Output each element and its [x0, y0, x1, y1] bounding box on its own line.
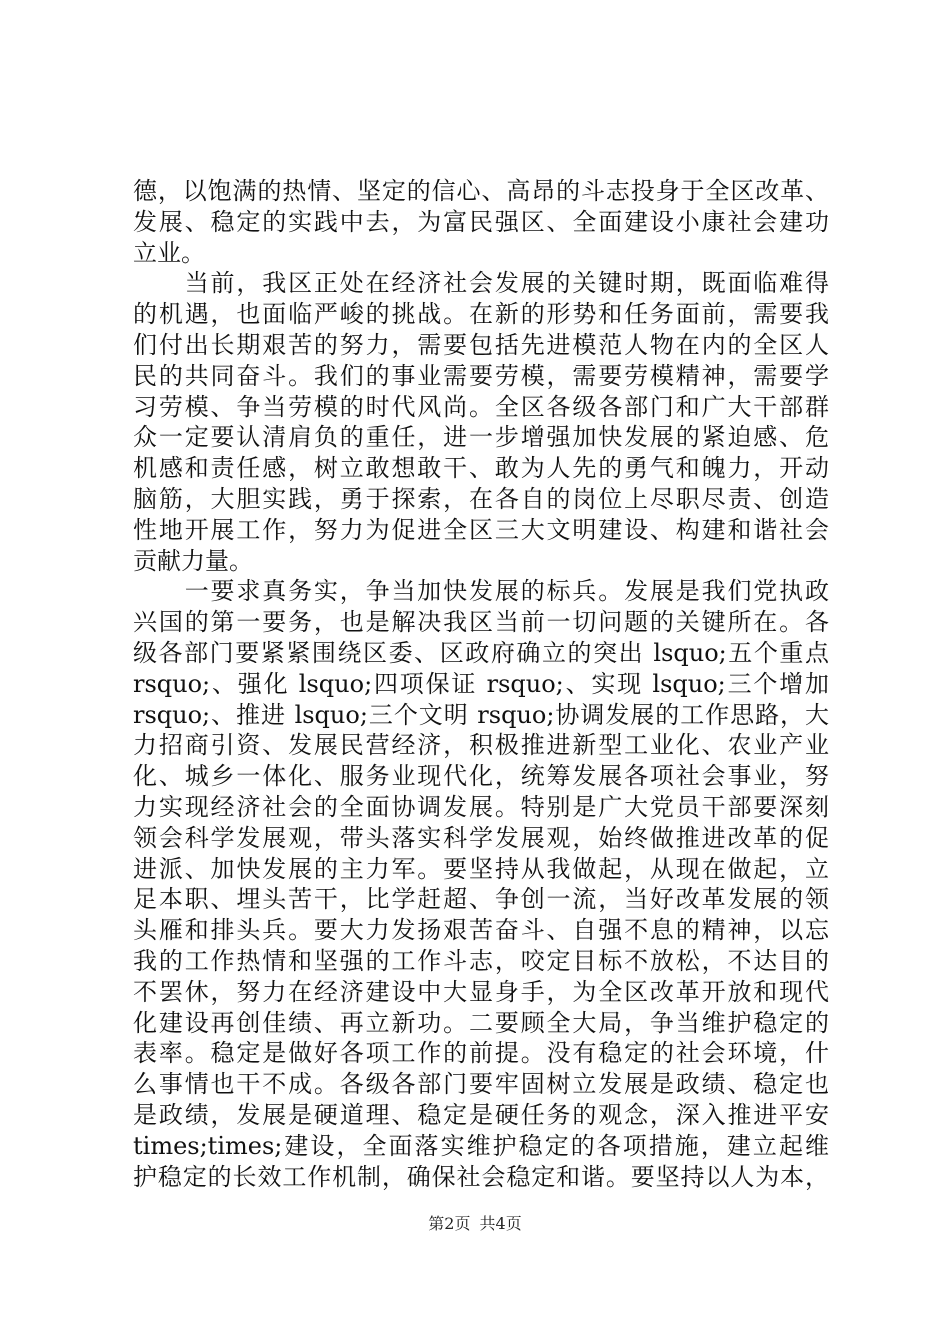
text-line: 化、城乡一体化、服务业现代化，统筹发展各项社会事业，努	[133, 762, 829, 791]
text-line: 化建设再创佳绩、再立新功。二要顾全大局，争当维护稳定的	[133, 1008, 829, 1037]
text-line: times;times;建设，全面落实维护稳定的各项措施，建立起维	[133, 1131, 829, 1160]
text-line: 我的工作热情和坚强的工作斗志，咬定目标不放松，不达目的	[133, 946, 829, 975]
text-line: 表率。稳定是做好各项工作的前提。没有稳定的社会环境，什	[133, 1039, 829, 1068]
text-line: 级各部门要紧紧围绕区委、区政府确立的突出 lsquo;五个重点	[133, 638, 829, 667]
text-line: 的机遇，也面临严峻的挑战。在新的形势和任务面前，需要我	[133, 300, 829, 329]
text-line: 兴国的第一要务，也是解决我区当前一切问题的关键所在。各	[133, 608, 829, 637]
text-line: 不罢休，努力在经济建设中大显身手，为全区改革开放和现代	[133, 977, 829, 1006]
text-line: rsquo;、推进 lsquo;三个文明 rsquo;协调发展的工作思路，大	[133, 700, 829, 729]
text-line: 力招商引资、发展民营经济，积极推进新型工业化、农业产业	[133, 731, 829, 760]
page-total: 共4页	[479, 1214, 522, 1233]
text-line: 性地开展工作，努力为促进全区三大文明建设、构建和谐社会	[133, 515, 829, 544]
text-line: 么事情也干不成。各级各部门要牢固树立发展是政绩、稳定也	[133, 1070, 829, 1099]
text-line: 立业。	[133, 238, 205, 267]
body-text	[133, 176, 829, 1192]
text-line: 贡献力量。	[133, 546, 253, 575]
page-number: 第2页	[428, 1214, 471, 1233]
text-line: 脑筋，大胆实践，勇于探索，在各自的岗位上尽职尽责、创造	[133, 484, 829, 513]
text-line: 们付出长期艰苦的努力，需要包括先进模范人物在内的全区人	[133, 330, 829, 359]
text-line: 领会科学发展观，带头落实科学发展观，始终做推进改革的促	[133, 823, 829, 852]
text-line: 是政绩，发展是硬道理、稳定是硬任务的观念，深入推进平安	[133, 1100, 829, 1129]
text-line: 足本职、埋头苦干，比学赶超、争创一流，当好改革发展的领	[133, 885, 829, 914]
text-line: 护稳定的长效工作机制，确保社会稳定和谐。要坚持以人为本，	[133, 1162, 829, 1191]
text-line: 机感和责任感，树立敢想敢干、敢为人先的勇气和魄力，开动	[133, 454, 829, 483]
text-line: 头雁和排头兵。要大力发扬艰苦奋斗、自强不息的精神，以忘	[133, 916, 829, 945]
text-line: 力实现经济社会的全面协调发展。特别是广大党员干部要深刻	[133, 792, 829, 821]
text-line: 进派、加快发展的主力军。要坚持从我做起，从现在做起，立	[133, 854, 829, 883]
text-line: 当前，我区正处在经济社会发展的关键时期，既面临难得	[133, 269, 829, 298]
text-line: 习劳模、争当劳模的时代风尚。全区各级各部门和广大干部群	[133, 392, 829, 421]
text-line: 民的共同奋斗。我们的事业需要劳模，需要劳模精神，需要学	[133, 361, 829, 390]
page-footer	[0, 1214, 950, 1234]
text-line: rsquo;、强化 lsquo;四项保证 rsquo;、实现 lsquo;三个增加	[133, 669, 829, 698]
text-line: 德，以饱满的热情、坚定的信心、高昂的斗志投身于全区改革、	[133, 177, 829, 205]
text-line: 众一定要认清肩负的重任，进一步增强加快发展的紧迫感、危	[133, 423, 829, 452]
text-line: 发展、稳定的实践中去，为富民强区、全面建设小康社会建功	[133, 207, 829, 236]
text-line: 一要求真务实，争当加快发展的标兵。发展是我们党执政	[133, 577, 829, 606]
